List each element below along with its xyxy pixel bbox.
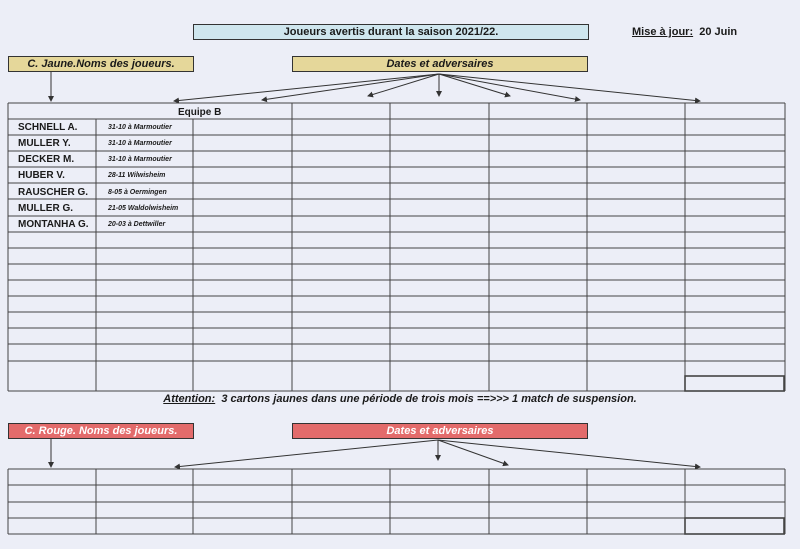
team-label: Equipe B <box>178 107 222 118</box>
player-name: DECKER M. <box>18 154 75 165</box>
red-card-dates-header: Dates et adversaires <box>292 423 588 439</box>
arrows <box>51 72 700 467</box>
player-card-info: 20-03 à Dettwiller <box>108 221 166 228</box>
player-name: HUBER V. <box>18 170 65 181</box>
player-card-info: 31-10 à Marmoutier <box>108 156 172 163</box>
player-card-info: 8-05 à Oermingen <box>108 189 167 196</box>
player-card-info: 28-11 Wilwisheim <box>108 172 166 179</box>
yellow-card-dates-header: Dates et adversaires <box>292 56 588 72</box>
player-card-info: 31-10 à Marmoutier <box>108 124 172 131</box>
attention-note <box>0 393 800 405</box>
attention-label: Attention: <box>163 393 216 405</box>
player-name: RAUSCHER G. <box>18 187 89 198</box>
player-name: MONTANHA G. <box>18 219 89 230</box>
red-card-table <box>8 469 785 534</box>
update-date: 20 Juin <box>699 26 738 38</box>
player-card-info: 21-05 Waldolwisheim <box>108 205 179 212</box>
player-card-info: 31-10 à Marmoutier <box>108 140 172 147</box>
page-title: Joueurs avertis durant la saison 2021/22. <box>193 24 589 40</box>
attention-text: 3 cartons jaunes dans une période de trois mois ==>>> 1 match de suspension. <box>221 393 637 405</box>
player-name: MULLER Y. <box>18 138 71 149</box>
update-label: Mise à jour: <box>632 26 694 38</box>
red-card-names-header: C. Rouge. Noms des joueurs. <box>8 423 194 439</box>
yellow-card-names-header: C. Jaune.Noms des joueurs. <box>8 56 194 72</box>
player-name: MULLER G. <box>18 203 73 214</box>
player-name: SCHNELL A. <box>18 122 78 133</box>
